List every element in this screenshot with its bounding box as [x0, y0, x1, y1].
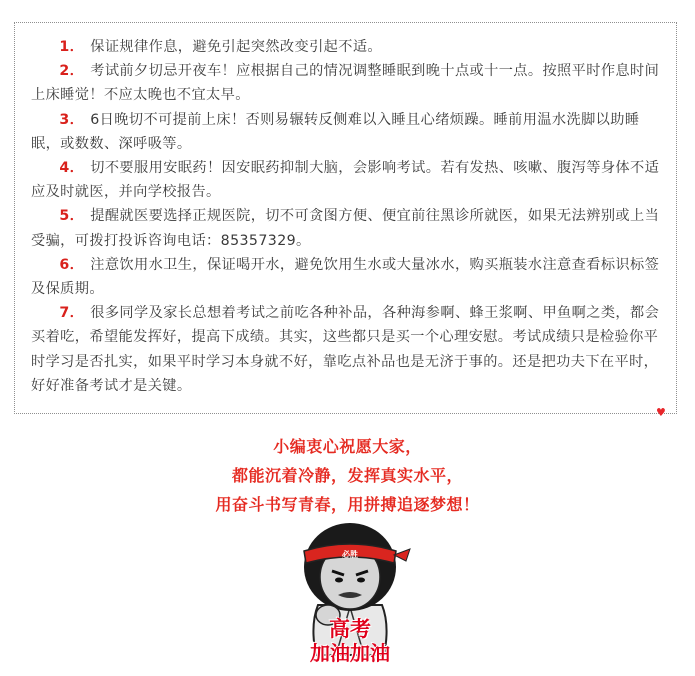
- mascot-sticker: [280, 515, 420, 672]
- tip-text: 很多同学及家长总想着考试之前吃各种补品，各种海参啊、蜂王浆啊、甲鱼啊之类，都会买着吃，希望能发挥好，提高下成绩。其实，这些都只是买一个心理安慰。考试成绩只是检验你平时学习是否扎实，如果平时学习本身就不好，靠吃点补品也是无济于事的。还是把功夫下在平时，好好准备考试才是关键。: [31, 305, 660, 394]
- tip-item: [31, 35, 662, 59]
- slogan-block: [0, 432, 695, 519]
- tip-item: [31, 301, 662, 398]
- tip-number: 1．: [59, 39, 85, 55]
- tip-text: 切不要服用安眠药！因安眠药抑制大脑，会影响考试。若有发热、咳嗽、腹泻等身体不适应及时就医，并向学校报告。: [31, 160, 660, 201]
- tip-number: 3．: [59, 111, 85, 128]
- slogan-line: 小编衷心祝愿大家，: [273, 437, 422, 456]
- tips-box: [14, 22, 677, 414]
- headband-text: 必胜: [342, 550, 358, 559]
- tip-text: 考试前夕切忌开夜车！应根据自己的情况调整睡眠到晚十点或十一点。按照平时作息时间上床睡觉！不应太晚也不宜太早。: [31, 63, 660, 104]
- tip-item: [31, 253, 662, 301]
- tip-number: 6．: [59, 256, 85, 273]
- tip-item: [31, 108, 662, 156]
- tip-number: 4．: [59, 160, 85, 177]
- tip-number: 7．: [59, 305, 85, 322]
- tip-text: 6日晚切不可提前上床！否则易辗转反侧难以入睡且心绪烦躁。睡前用温水洗脚以助睡眠，或数数、深呼吸等。: [31, 111, 640, 152]
- tip-item: [31, 59, 662, 107]
- tip-item: [31, 204, 662, 252]
- tip-text: 保证规律作息，避免引起突然改变引起不适。: [90, 39, 383, 55]
- slogan-line: 都能沉着冷静，发挥真实水平，: [231, 466, 463, 485]
- tip-text: 注意饮用水卫生，保证喝开水，避免饮用生水或大量冰水，购买瓶装水注意查看标识标签及保质期。: [31, 256, 660, 298]
- mascot-caption: 高考: [329, 617, 371, 641]
- slogan-line: 用奋斗书写青春，用拼搏追逐梦想！: [215, 495, 480, 514]
- tip-number: 2．: [59, 63, 85, 80]
- tip-number: 5．: [59, 208, 85, 225]
- mascot-caption: 加油加油: [310, 641, 390, 665]
- tip-item: [31, 156, 662, 204]
- heart-icon: ♥: [656, 406, 666, 419]
- tip-text: 提醒就医要选择正规医院，切不可贪图方便、便宜前往黑诊所就医，如果无法辨别或上当受骗，可拨打投诉咨询电话：85357329。: [31, 208, 660, 249]
